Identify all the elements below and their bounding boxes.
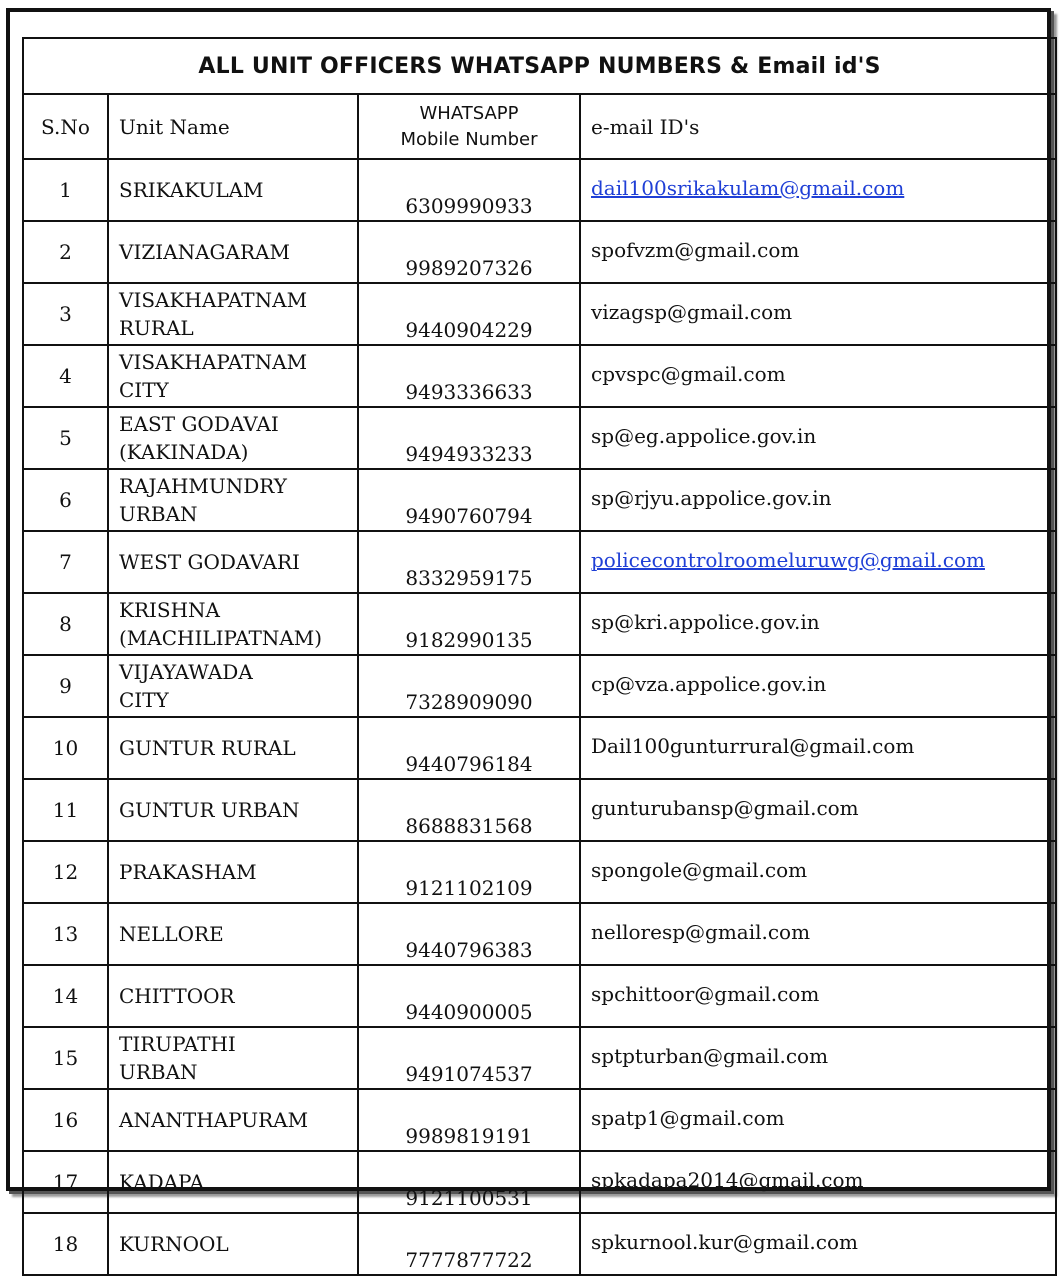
cell-email [580,407,1056,469]
email-text: sp@kri.appolice.gov.in [591,610,820,634]
cell-sno: 12 [23,841,108,903]
cell-email [580,717,1056,779]
cell-mobile-number: 7328909090 [358,655,580,717]
email-text: cpvspc@gmail.com [591,362,786,386]
cell-mobile-number: 6309990933 [358,159,580,221]
email-text: nelloresp@gmail.com [591,920,811,944]
email-link[interactable]: policecontrolroomeluruwg@gmail.com [591,548,985,572]
cell-mobile-number: 7777877722 [358,1213,580,1275]
cell-email [580,1151,1056,1213]
email-text: spofvzm@gmail.com [591,238,800,262]
cell-unit-name [108,1151,358,1213]
cell-sno: 15 [23,1027,108,1089]
cell-email [580,593,1056,655]
cell-email [580,779,1056,841]
cell-unit-name [108,531,358,593]
table-row [23,221,1056,283]
unit-name-text: KURNOOL [119,1232,229,1256]
table-row [23,903,1056,965]
document-frame [6,8,1051,1272]
cell-mobile-number: 9440796383 [358,903,580,965]
cell-sno: 7 [23,531,108,593]
cell-email [580,159,1056,221]
table-row [23,1151,1056,1213]
cell-mobile-number: 9989819191 [358,1089,580,1151]
cell-unit-name [108,717,358,779]
table-row [23,841,1056,903]
cell-email [580,965,1056,1027]
cell-unit-name [108,283,358,345]
unit-name-text: VIZIANAGARAM [119,240,290,264]
unit-name-text: EAST GODAVAI (KAKINADA) [119,412,279,464]
cell-sno: 17 [23,1151,108,1213]
table-row [23,779,1056,841]
header-sno: S.No [23,94,108,159]
cell-unit-name [108,655,358,717]
email-text: Dail100gunturrural@gmail.com [591,734,915,758]
unit-name-text: WEST GODAVARI [119,550,300,574]
cell-sno: 10 [23,717,108,779]
cell-mobile-number: 8332959175 [358,531,580,593]
email-text: gunturubansp@gmail.com [591,796,859,820]
email-text: spkurnool.kur@gmail.com [591,1230,858,1254]
cell-unit-name [108,1213,358,1275]
cell-sno: 13 [23,903,108,965]
table-row [23,283,1056,345]
cell-unit-name [108,1027,358,1089]
email-text: spkadapa2014@gmail.com [591,1168,864,1192]
cell-unit-name [108,841,358,903]
cell-sno: 6 [23,469,108,531]
header-email: e-mail ID's [580,94,1056,159]
header-row [23,94,1056,159]
cell-mobile-number: 9989207326 [358,221,580,283]
cell-mobile-number: 9121102109 [358,841,580,903]
email-text: sp@eg.appolice.gov.in [591,424,817,448]
unit-name-text: KADAPA [119,1170,205,1194]
unit-name-text: ANANTHAPURAM [119,1108,309,1132]
cell-sno: 8 [23,593,108,655]
table-row [23,655,1056,717]
cell-unit-name [108,407,358,469]
cell-email [580,469,1056,531]
cell-sno: 9 [23,655,108,717]
cell-email [580,903,1056,965]
cell-email [580,1213,1056,1275]
cell-mobile-number: 9490760794 [358,469,580,531]
unit-name-text: GUNTUR URBAN [119,798,300,822]
cell-mobile-number: 9440904229 [358,283,580,345]
email-text: spchittoor@gmail.com [591,982,820,1006]
table-title: ALL UNIT OFFICERS WHATSAPP NUMBERS & Email id'S [23,38,1056,94]
table-row [23,531,1056,593]
cell-unit-name [108,593,358,655]
email-text: spongole@gmail.com [591,858,808,882]
cell-email [580,1089,1056,1151]
unit-name-text: SRIKAKULAM [119,178,264,202]
unit-name-text: CHITTOOR [119,984,235,1008]
header-mobile [358,94,580,159]
table-row [23,717,1056,779]
email-text: spatp1@gmail.com [591,1106,785,1130]
table-row [23,159,1056,221]
cell-unit-name [108,1089,358,1151]
officers-contact-table [22,37,1057,1276]
header-mobile-line2: Mobile Number [400,128,538,150]
email-link[interactable]: dail100srikakulam@gmail.com [591,176,905,200]
unit-name-text: RAJAHMUNDRY URBAN [119,474,287,526]
header-unit-name: Unit Name [108,94,358,159]
email-text: sp@rjyu.appolice.gov.in [591,486,832,510]
cell-email [580,1027,1056,1089]
unit-name-text: VISAKHAPATNAM RURAL [119,288,308,340]
cell-mobile-number: 9494933233 [358,407,580,469]
table-row [23,1027,1056,1089]
cell-mobile-number: 9182990135 [358,593,580,655]
email-text: cp@vza.appolice.gov.in [591,672,827,696]
header-mobile-line1: WHATSAPP [419,102,519,124]
cell-sno: 1 [23,159,108,221]
table-title-row [23,38,1056,94]
unit-name-text: PRAKASHAM [119,860,257,884]
cell-email [580,655,1056,717]
table-row [23,965,1056,1027]
cell-sno: 2 [23,221,108,283]
table-row [23,469,1056,531]
cell-email [580,221,1056,283]
cell-mobile-number: 9493336633 [358,345,580,407]
cell-sno: 3 [23,283,108,345]
table-row [23,593,1056,655]
email-text: vizagsp@gmail.com [591,300,793,324]
cell-sno: 4 [23,345,108,407]
cell-unit-name [108,159,358,221]
unit-name-text: VIJAYAWADA CITY [119,660,253,712]
cell-email [580,531,1056,593]
cell-sno: 5 [23,407,108,469]
cell-mobile-number: 9440796184 [358,717,580,779]
cell-sno: 14 [23,965,108,1027]
cell-email [580,345,1056,407]
cell-unit-name [108,903,358,965]
table-row [23,1213,1056,1275]
cell-unit-name [108,965,358,1027]
table-row [23,407,1056,469]
cell-email [580,841,1056,903]
cell-mobile-number: 8688831568 [358,779,580,841]
cell-sno: 18 [23,1213,108,1275]
cell-sno: 11 [23,779,108,841]
cell-mobile-number: 9440900005 [358,965,580,1027]
email-text: sptpturban@gmail.com [591,1044,829,1068]
cell-unit-name [108,345,358,407]
unit-name-text: KRISHNA (MACHILIPATNAM) [119,598,323,650]
unit-name-text: TIRUPATHI URBAN [119,1032,236,1084]
table-row [23,1089,1056,1151]
cell-mobile-number: 9491074537 [358,1027,580,1089]
unit-name-text: NELLORE [119,922,224,946]
unit-name-text: GUNTUR RURAL [119,736,296,760]
cell-unit-name [108,469,358,531]
cell-unit-name [108,221,358,283]
cell-mobile-number: 9121100531 [358,1151,580,1213]
unit-name-text: VISAKHAPATNAM CITY [119,350,308,402]
table-row [23,345,1056,407]
cell-unit-name [108,779,358,841]
cell-email [580,283,1056,345]
cell-sno: 16 [23,1089,108,1151]
